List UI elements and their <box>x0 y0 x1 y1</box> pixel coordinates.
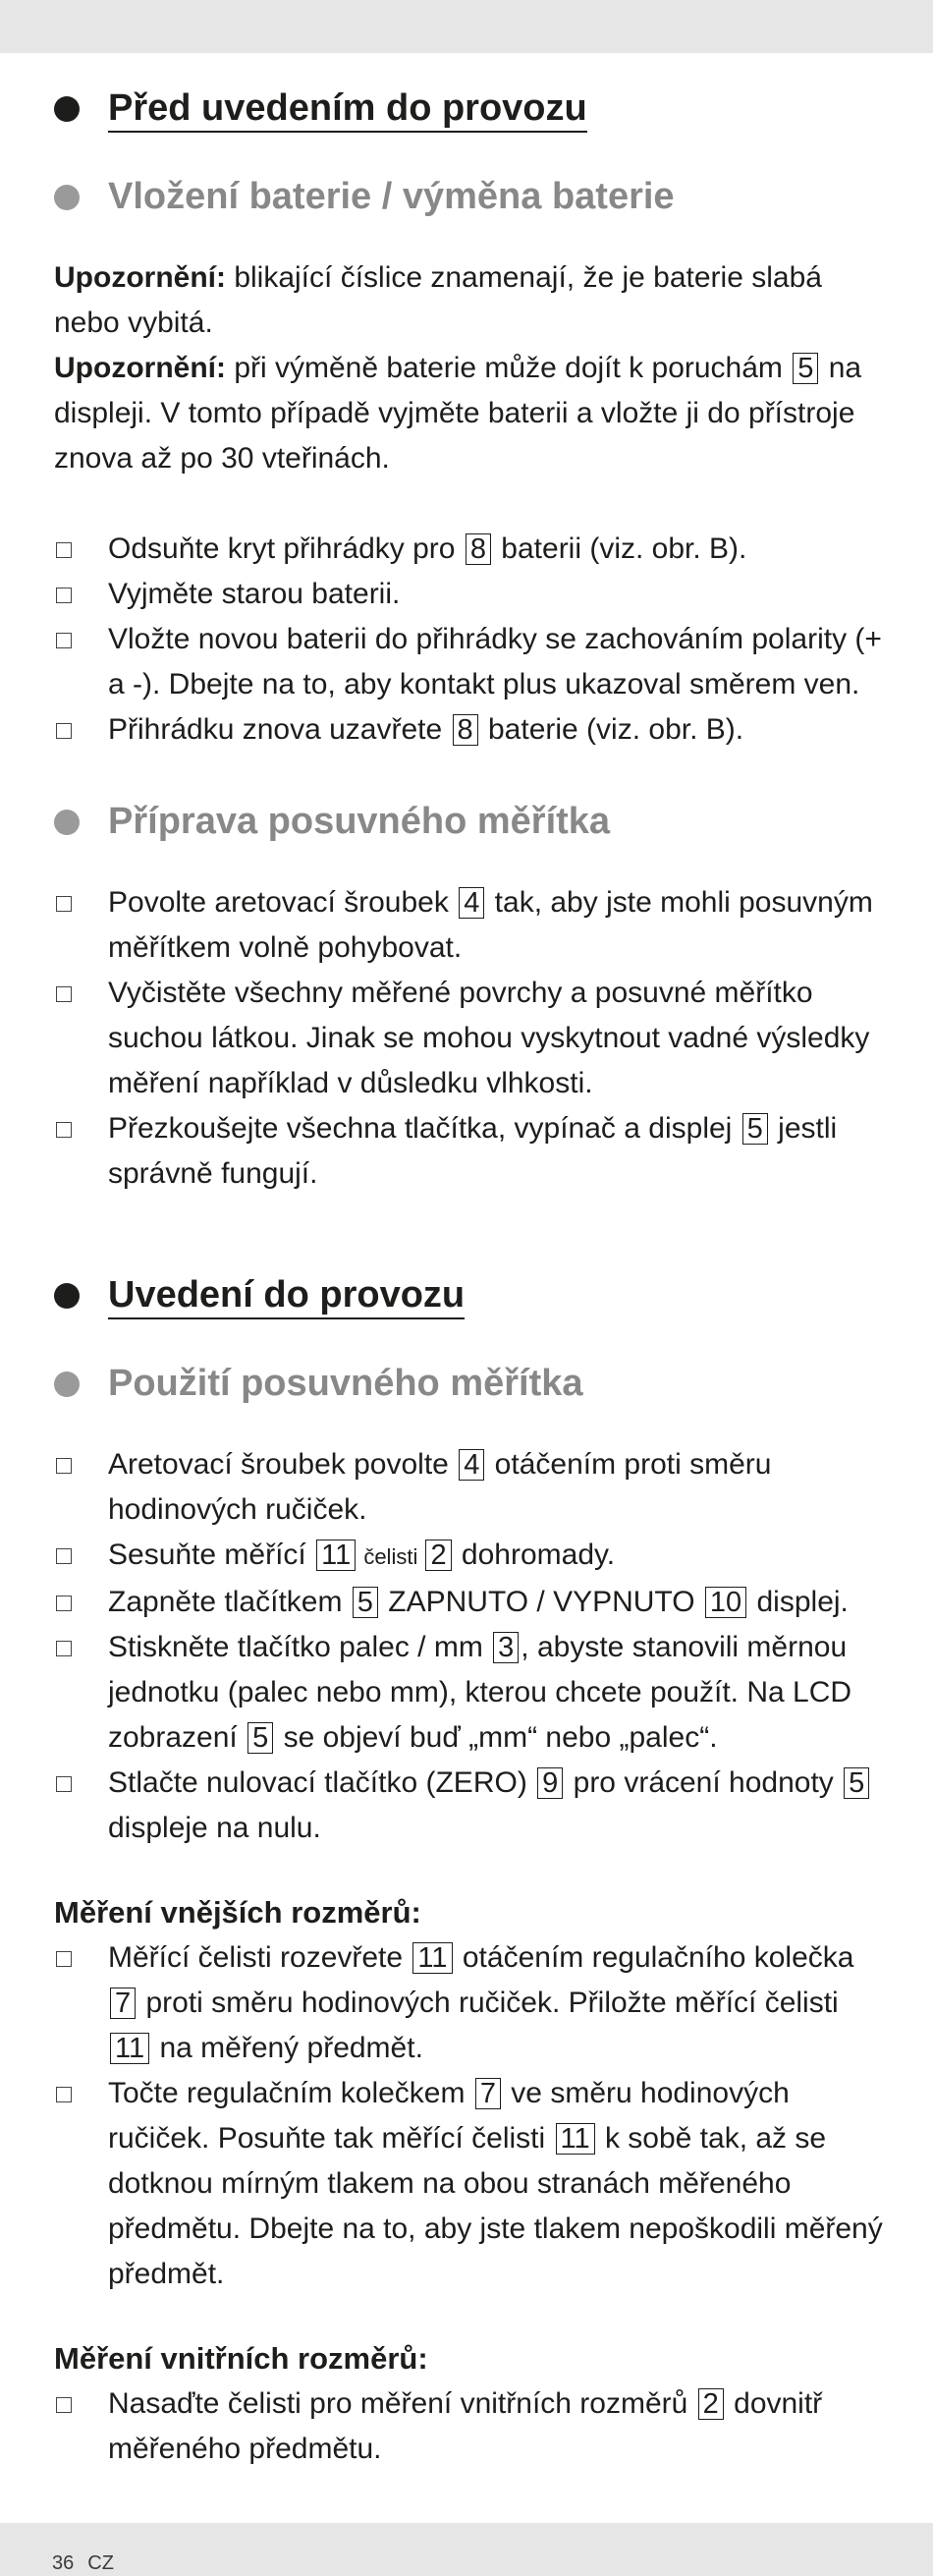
part-ref: 11 <box>110 2033 149 2064</box>
part-ref: 8 <box>453 714 478 746</box>
checkbox-square-icon <box>56 1548 72 1564</box>
part-ref: 5 <box>844 1767 869 1799</box>
checkbox-square-icon <box>56 542 72 558</box>
checkbox-square-icon <box>56 723 72 739</box>
list-item: Přihrádku znova uzavřete 8 baterie (viz. obr. B). <box>54 707 889 753</box>
list-item: Točte regulačním kolečkem 7 ve směru hodinových ručiček. Posuňte tak měřící čelisti 11 k sobě tak, až se dotknou mírným tlakem na obou stranách měřeného předmětu. Dbejte na to, aby jste tlakem nepoškodili měřený předmět. <box>54 2071 889 2297</box>
section-heading-before-use: Před uvedením do provozu <box>54 79 889 138</box>
footer-bar <box>0 2523 933 2576</box>
list-item: Sesuňte měřící 11 čelisti 2 dohromady. <box>54 1533 889 1580</box>
list-item: Vložte novou baterii do přihrádky se zachováním polarity (+ a -). Dbejte na to, aby kontakt plus ukazoval směrem ven. <box>54 617 889 707</box>
external-steps-list <box>54 1935 889 2297</box>
checkbox-square-icon <box>56 2397 72 2413</box>
subsection-heading-preparation: Příprava posuvného měřítka <box>54 792 889 851</box>
bullet-dot-icon <box>54 185 80 210</box>
list-item: Vyčistěte všechny měřené povrchy a posuvné měřítko suchou látkou. Jinak se mohou vyskytnout vadné výsledky měření například v důsledku vlhkosti. <box>54 971 889 1106</box>
note-battery-weak: Upozornění: blikající číslice znamenají, že je baterie slabá nebo vybitá. <box>54 261 822 339</box>
bullet-dot-icon <box>54 96 80 122</box>
checkbox-square-icon <box>56 1122 72 1138</box>
part-ref: 9 <box>537 1767 563 1799</box>
language-code: CZ <box>87 2552 114 2574</box>
page-footer <box>52 2552 128 2575</box>
list-item: Měřící čelisti rozevřete 11 otáčením regulačního kolečka 7 proti směru hodinových ručiček. Přiložte měřící čelisti 11 na měřený předmět. <box>54 1935 889 2071</box>
part-ref: 2 <box>425 1540 451 1571</box>
checkbox-square-icon <box>56 986 72 1002</box>
part-ref: 7 <box>110 1988 136 2019</box>
usage-steps-list <box>54 1442 889 1851</box>
part-ref: 11 <box>316 1540 356 1571</box>
internal-steps-list <box>54 2381 889 2472</box>
part-ref: 8 <box>466 533 491 565</box>
list-item: Zapněte tlačítkem 5 ZAPNUTO / VYPNUTO 10 displej. <box>54 1580 889 1625</box>
list-item: Aretovací šroubek povolte 4 otáčením proti směru hodinových ručiček. <box>54 1442 889 1533</box>
external-measurement-heading: Měření vnějších rozměrů: <box>54 1895 421 1930</box>
list-item: Přezkoušejte všechna tlačítka, vypínač a displej 5 jestli správně fungují. <box>54 1106 889 1197</box>
battery-steps-list <box>54 527 889 753</box>
checkbox-square-icon <box>56 1596 72 1611</box>
note-battery-replace: Upozornění: při výměně baterie může dojít k poruchám 5 na displeji. V tomto případě vyjměte baterii a vložte ji do přístroje znova až po 30 vteřinách. <box>54 352 862 475</box>
preparation-steps-list <box>54 880 889 1197</box>
part-ref: 5 <box>247 1722 273 1754</box>
part-ref: 5 <box>742 1113 768 1145</box>
part-ref: 10 <box>705 1587 746 1618</box>
part-ref: 5 <box>793 353 818 384</box>
checkbox-square-icon <box>56 896 72 912</box>
list-item: Povolte aretovací šroubek 4 tak, aby jste mohli posuvným měřítkem volně pohybovat. <box>54 880 889 971</box>
checkbox-square-icon <box>56 1776 72 1792</box>
part-ref: 2 <box>698 2388 724 2420</box>
checkbox-square-icon <box>56 1458 72 1474</box>
part-ref: 11 <box>556 2123 595 2155</box>
list-item: Stiskněte tlačítko palec / mm 3 , abyste stanovili měrnou jednotku (palec nebo mm), kterou chcete použít. Na LCD zobrazení 5 se objeví buď „mm“ nebo „palec“. <box>54 1625 889 1761</box>
checkbox-square-icon <box>56 2087 72 2102</box>
section-heading-start-up: Uvedení do provozu <box>54 1265 889 1324</box>
checkbox-square-icon <box>56 1951 72 1967</box>
bullet-dot-icon <box>54 1283 80 1309</box>
subsection-heading-usage: Použití posuvného měřítka <box>54 1354 889 1413</box>
list-item: Stlačte nulovací tlačítko (ZERO) 9 pro vrácení hodnoty 5 displeje na nulu. <box>54 1761 889 1851</box>
part-ref: 11 <box>412 1942 452 1974</box>
list-item: Odsuňte kryt přihrádky pro 8 baterii (viz. obr. B). <box>54 527 889 572</box>
part-ref: 5 <box>353 1587 378 1618</box>
top-margin-bar <box>0 0 933 53</box>
list-item: Nasaďte čelisti pro měření vnitřních rozměrů 2 dovnitř měřeného předmětu. <box>54 2381 889 2472</box>
checkbox-square-icon <box>56 1641 72 1656</box>
page-number: 36 <box>52 2552 75 2574</box>
bullet-dot-icon <box>54 810 80 835</box>
part-ref: 3 <box>493 1632 519 1663</box>
part-ref: 4 <box>459 887 484 919</box>
part-ref: 7 <box>475 2078 501 2109</box>
page-content <box>54 79 889 2472</box>
part-ref: 4 <box>459 1449 484 1481</box>
bullet-dot-icon <box>54 1372 80 1397</box>
checkbox-square-icon <box>56 633 72 648</box>
internal-measurement-heading: Měření vnitřních rozměrů: <box>54 2341 428 2376</box>
subsection-heading-battery: Vložení baterie / výměna baterie <box>54 167 889 226</box>
checkbox-square-icon <box>56 588 72 603</box>
list-item: Vyjměte starou baterii. <box>54 572 889 617</box>
